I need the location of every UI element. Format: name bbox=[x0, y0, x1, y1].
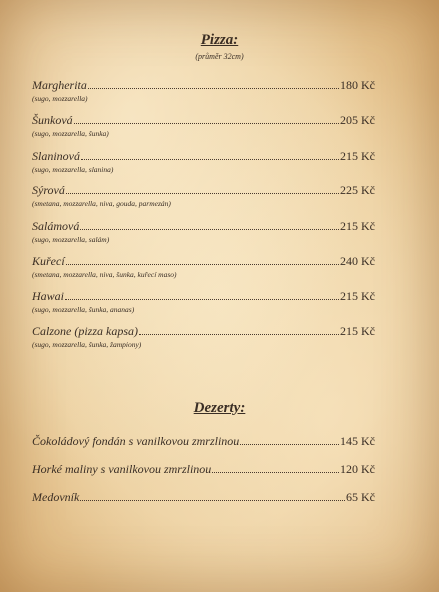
dot-leader bbox=[74, 114, 339, 124]
item-price: 215 Kč bbox=[340, 219, 375, 233]
item-price: 120 Kč bbox=[340, 462, 375, 476]
item-price: 215 Kč bbox=[340, 324, 375, 338]
menu-item bbox=[32, 434, 375, 449]
pizza-section-subtitle: (průměr 32cm) bbox=[195, 52, 244, 61]
item-name: Slaninová bbox=[32, 149, 80, 163]
menu-item bbox=[32, 490, 375, 505]
dessert-section-title: Dezerty: bbox=[193, 400, 246, 416]
item-price: 225 Kč bbox=[340, 183, 375, 197]
menu-item bbox=[32, 324, 375, 349]
menu-item bbox=[32, 289, 375, 314]
item-price: 65 Kč bbox=[346, 490, 375, 504]
dot-leader bbox=[66, 255, 339, 265]
dot-leader bbox=[139, 325, 339, 335]
item-description: (sugo, mozzarella, šunka) bbox=[32, 129, 109, 138]
item-description: (sugo, mozzarella, slanina) bbox=[32, 165, 114, 174]
dot-leader bbox=[80, 491, 345, 501]
dot-leader bbox=[81, 150, 339, 160]
item-name: Šunková bbox=[32, 113, 73, 127]
item-price: 215 Kč bbox=[340, 289, 375, 303]
item-price: 215 Kč bbox=[340, 149, 375, 163]
item-name: Calzone (pizza kapsa) bbox=[32, 324, 138, 338]
item-name: Čokoládový fondán s vanilkovou zmrzlinou bbox=[32, 434, 240, 448]
item-description: (sugo, mozzarella, šunka, žampiony) bbox=[32, 340, 142, 349]
dot-leader bbox=[240, 435, 339, 445]
item-name: Salámová bbox=[32, 219, 80, 233]
pizza-section-title: Pizza: bbox=[200, 32, 239, 48]
menu-item bbox=[32, 183, 375, 208]
item-description: (sugo, mozzarella) bbox=[32, 94, 88, 103]
item-description: (smetana, mozzarella, niva, gouda, parmezán) bbox=[32, 199, 171, 208]
menu-item bbox=[32, 78, 375, 103]
dot-leader bbox=[212, 463, 339, 473]
item-name: Hawai bbox=[32, 289, 65, 303]
menu-item bbox=[32, 462, 375, 477]
item-name: Sýrová bbox=[32, 183, 65, 197]
dot-leader bbox=[65, 290, 339, 300]
item-name: Margherita bbox=[32, 78, 87, 92]
item-price: 180 Kč bbox=[340, 78, 375, 92]
item-price: 240 Kč bbox=[340, 254, 375, 268]
dot-leader bbox=[66, 184, 339, 194]
item-name: Medovník bbox=[32, 490, 80, 504]
dot-leader bbox=[80, 220, 339, 230]
item-name: Horké maliny s vanilkovou zmrzlinou bbox=[32, 462, 212, 476]
menu-item bbox=[32, 254, 375, 279]
menu-item bbox=[32, 219, 375, 244]
dot-leader bbox=[88, 79, 339, 89]
item-description: (smetana, mozzarella, niva, šunka, kuřecí maso) bbox=[32, 270, 177, 279]
item-description: (sugo, mozzarella, salám) bbox=[32, 235, 110, 244]
item-price: 145 Kč bbox=[340, 434, 375, 448]
item-price: 205 Kč bbox=[340, 113, 375, 127]
item-name: Kuřecí bbox=[32, 254, 65, 268]
menu-item bbox=[32, 113, 375, 138]
item-description: (sugo, mozzarella, šunka, ananas) bbox=[32, 305, 135, 314]
menu-item bbox=[32, 149, 375, 174]
